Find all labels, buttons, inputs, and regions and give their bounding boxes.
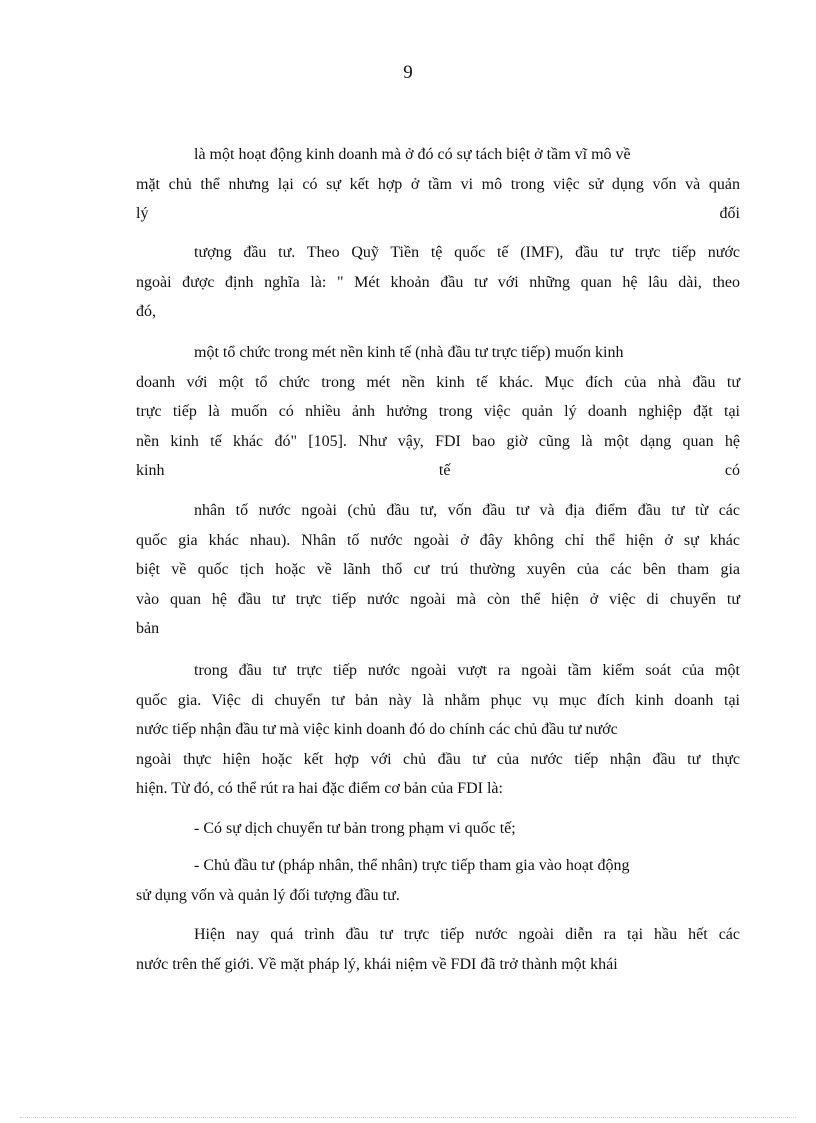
bullet-2 [136,851,740,910]
paragraph-6 [136,920,740,979]
text-line: nhân tố nước ngoài (chủ đầu tư, vốn đầu tư và địa điểm đầu tư từ các [194,502,740,519]
text-line: biệt về quốc tịch hoặc về lãnh thổ cư trú thường xuyên của các bên tham gia [136,561,740,578]
text-line: một tổ chức trong mét nền kinh tế (nhà đầu tư trực tiếp) muốn kinh [194,344,624,361]
text-line-spread [136,456,740,486]
spread-word: lý [136,205,149,222]
text-line: sử dụng vốn và quản lý đối tượng đầu tư. [136,886,400,904]
text-line: đó, [136,303,156,320]
page-bottom-rule [20,1117,796,1118]
paragraph-2 [136,238,740,327]
text-line: tượng đầu tư. Theo Quỹ Tiền tệ quốc tế (IMF), đầu tư trực tiếp nước [194,244,740,261]
text-line: - Chủ đầu tư (pháp nhân, thể nhân) trực tiếp tham gia vào hoạt động [194,857,630,874]
text-line: bản [136,620,160,637]
text-line: là một hoạt động kinh doanh mà ở đó có sự tách biệt ở tầm vĩ mô về [194,146,631,163]
spread-word: kinh [136,462,165,479]
text-line: vào quan hệ đầu tư trực tiếp nước ngoài mà còn thể hiện ở việc di chuyển tư [136,590,740,608]
text-line: Hiện nay quá trình đầu tư trực tiếp nước ngoài diễn ra tại hầu hết các [194,926,740,943]
text-line: ngoài thực hiện hoặc kết hợp với chủ đầu tư của nước tiếp nhận đầu tư thực [136,750,740,768]
text-line: mặt chủ thể nhưng lại có sự kết hợp ở tầm vi mô trong việc sử dụng vốn và quản [136,175,740,193]
text-line: trong đầu tư trực tiếp nước ngoài vượt ra ngoài tầm kiểm soát của một [194,662,740,679]
paragraph-1 [136,140,740,229]
text-line: doanh với một tổ chức trong mét nền kinh tế khác. Mục đích của nhà đầu tư [136,373,740,391]
text-line: nền kinh tế khác đó" [105]. Như vậy, FDI bao giờ cũng là một dạng quan hệ [136,432,740,450]
text-line: ngoài được định nghĩa là: " Mét khoản đầu tư với những quan hệ lâu dài, theo [136,273,740,291]
text-line: quốc gia khác nhau). Nhân tố nước ngoài ở đây không chỉ thể hiện ở sự khác [136,531,740,549]
text-line-spread [136,199,740,229]
spread-word: đối [719,205,740,222]
paragraph-4 [136,496,740,644]
paragraph-5 [136,656,740,804]
text-line: - Có sự dịch chuyển tư bản trong phạm vi quốc tế; [194,820,516,837]
spread-word: có [724,462,740,479]
text-line: hiện. Từ đó, có thể rút ra hai đặc điểm cơ bản của FDI là: [136,780,503,797]
paragraph-3 [136,338,740,486]
spread-word: tế [438,462,451,479]
text-line: quốc gia. Việc di chuyển tư bản này là nhằm phục vụ mục đích kinh doanh tại [136,691,740,709]
page-number: 9 [403,62,413,83]
text-line: trực tiếp là muốn có nhiều ảnh hưởng trong việc quản lý doanh nghiệp đặt tại [136,403,740,420]
text-line: nước tiếp nhận đầu tư mà việc kinh doanh đó do chính các chủ đầu tư nước [136,721,618,738]
bullet-1 [136,814,740,844]
text-line: nước trên thế giới. Về mặt pháp lý, khái niệm về FDI đã trở thành một khái [136,955,618,973]
